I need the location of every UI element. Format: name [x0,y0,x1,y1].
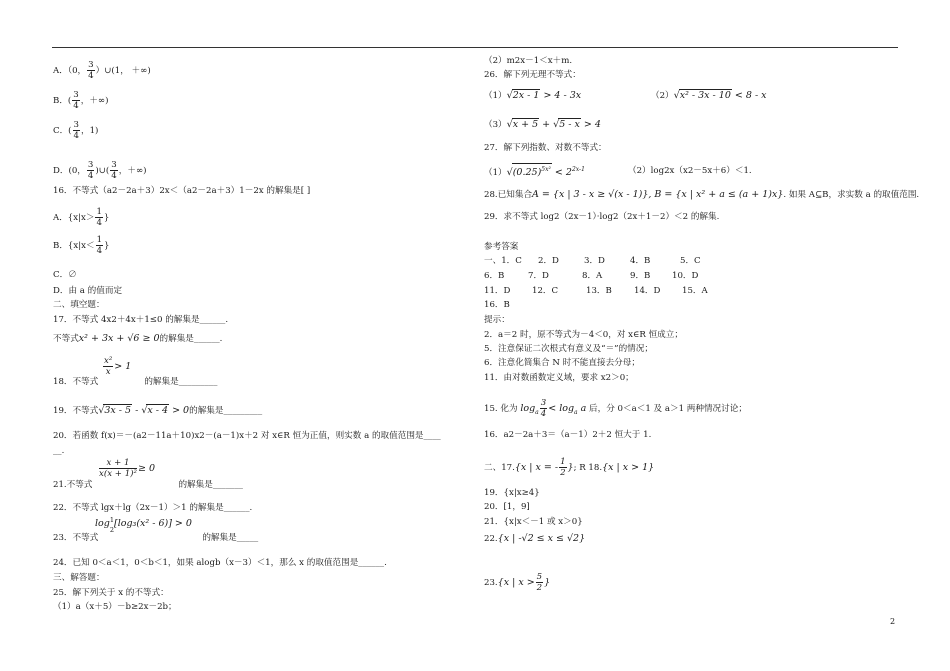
q16-option-a [53,207,109,228]
part-label: （3） [484,120,507,130]
fraction [73,120,80,141]
numerator: 3 [540,398,547,408]
numerator: 5 [536,572,543,582]
page-number: 2 [890,617,896,626]
numerator: x + 1 [99,458,137,469]
answer-23 [484,572,550,593]
header-rule [52,47,898,48]
question-17: 17．不等式 4x2＋4x＋1≤0 的解集是______. [53,315,229,325]
answer-item: 7．D [528,271,549,281]
q26-part-2 [651,89,767,102]
q23-prefix: 23．不等式 [53,533,99,543]
q18-suffix: 的解集是_________ [144,377,218,387]
exponent: 2x-1 [571,166,585,173]
option-b [53,90,108,111]
operator: + [539,119,554,130]
q26-part-1 [484,89,581,102]
answer-item: 13．B [586,286,612,296]
denominator: 4 [73,131,79,141]
numerator: x² [104,356,113,366]
answer-item: 11．D [484,286,511,296]
question-16: 16．不等式（a2－2a＋3）2x＜（a2－2a＋3）1－2x 的解集是[ ] [53,186,311,196]
question-25-part-2: （2）m2x－1＜x＋m. [484,56,573,66]
radicand: 5 - x [559,119,580,130]
question-27: 27．解下列指数、对数不等式： [484,143,607,153]
numerator: 3 [73,120,79,130]
q16-option-b-prefix: B．{x|x＜ [53,241,95,251]
question-24: 24．已知 0＜a＜1，0＜b＜1，如果 alogb（x－3）＜1，那么 x 的取值范围是______. [53,558,387,568]
q28-formula: A = {x | 3 - x ≥ √(x - 1)}, B = {x | x² + a ≤ (a + 1)x} [532,189,784,200]
answer-item: 2．D [538,256,559,266]
q23-suffix: 的解集是_____ [202,533,259,543]
question-25: 25．解下列关于 x 的不等式： [53,588,169,598]
a17-prefix: 二、17. [484,463,515,473]
hint-2: 2．a＝2 时，原不等式为－4＜0，对 x∈R 恒成立； [484,330,683,340]
q28-suffix: . 如果 A⊆B，求实数 a 的取值范围. [783,190,920,200]
q27-part-1 [484,163,585,179]
question-17b [53,333,222,345]
hint-11: 11．由对数函数定义域，要求 x2＞0； [484,373,634,383]
fraction [103,356,113,377]
hint-label: 提示： [484,315,510,325]
answer-row [484,286,708,297]
answer-item: 3．D [584,256,605,266]
comparison: > 0 [169,405,190,416]
question-19 [53,404,262,417]
a23-prefix: 23. [484,578,498,588]
q16-option-a-prefix: A．{x|x＞ [53,213,95,223]
q21-formula [98,458,155,479]
radicand: (0.25) [512,167,542,179]
radicand: 3x - 5 [104,405,132,416]
denominator: 4 [73,101,79,111]
fraction [110,160,117,181]
answer-item: 9．B [630,271,651,281]
fraction [99,458,137,479]
option-c-prefix: C．( [53,126,72,136]
option-c-suffix: ，1) [81,126,99,136]
numerator: 1 [560,457,566,467]
set-notation: {x | x > [497,577,535,588]
answer-17-18 [484,457,654,478]
a18-formula: {x | x > 1} [602,462,655,473]
part-label: （1） [484,91,507,101]
q19-suffix: 的解集是_________ [189,406,263,416]
hint-15-prefix: 15. 化为 [484,404,518,414]
answer-item: 一、1．C [484,256,522,266]
comparison: < log [548,403,575,414]
q18-comparison: > 1 [114,361,132,372]
denominator: 4 [96,246,103,256]
question-26: 26．解下列无理不等式： [484,70,581,80]
set-close: } [567,462,574,473]
denominator: x(x + 1)² [99,469,137,479]
q16-option-d: D．由 a 的值而定 [53,286,123,296]
a22-formula: {x | -√2 ≤ x ≤ √2} [497,533,586,544]
option-b-suffix: ，＋∞) [80,96,109,106]
hint-15-formula [520,398,587,419]
answer-item: 4．B [630,256,651,266]
numerator: 1 [96,235,103,245]
log-base-numerator: 1 [109,516,114,524]
q26-1-formula: √2x - 1 > 4 - 3x [506,90,582,101]
section-solve: 三、解答题： [53,573,105,583]
answer-16: 16．B [484,300,510,310]
log-argument: a [577,403,587,414]
q27-part-2: （2）log2x（x2－5x＋6）＜1. [628,166,752,176]
a22-prefix: 22. [484,534,498,544]
option-a [53,60,151,81]
q18-formula [102,356,131,377]
log-base: a [574,408,578,416]
q21-comparison: ≥ 0 [137,463,156,474]
answers-title: 参考答案 [484,242,519,252]
log-base-denominator: 2 [109,526,114,534]
q17b-formula: x² + 3x + √6 ≥ 0 [78,333,160,344]
q21-prefix: 21.不等式 [53,480,93,490]
fraction [72,90,79,111]
denominator: 2 [536,583,543,593]
fraction [95,207,102,228]
question-18 [53,377,217,388]
set-notation: {x | x = - [514,462,559,473]
option-c [53,120,98,141]
numerator: 1 [96,207,102,217]
answer-item: 10．D [672,271,699,281]
answer-item: 8．A [582,271,603,281]
denominator: x [105,367,111,377]
hint-5: 5．注意保证二次根式有意义及“＝”的情况； [484,344,653,354]
q18-prefix: 18．不等式 [53,377,99,387]
answer-item: 12．C [532,286,559,296]
fraction [536,572,543,593]
answer-row [484,271,698,282]
q23-formula [95,517,192,534]
denominator: 4 [540,409,547,419]
option-b-prefix: B．( [53,96,72,106]
option-d-middle: )∪( [95,166,110,176]
numerator: 3 [73,90,79,100]
log-symbol: log [520,403,536,414]
q26-3-formula: √x + 5 + √5 - x > 4 [506,119,601,130]
question-23 [53,533,258,544]
answer-item: 6．B [484,271,505,281]
question-22: 22．不等式 lgx＋lg（2x－1）＞1 的解集是______. [53,503,253,513]
answer-item: 14．D [634,286,661,296]
a23-formula [497,572,551,593]
numerator: 3 [87,160,94,170]
q17b-suffix: 的解集是______. [159,334,223,344]
radicand: x - 4 [147,405,169,416]
answer-22 [484,533,585,545]
option-d-suffix: ，＋∞) [118,166,147,176]
set-close: } [544,577,551,588]
q26-part-3 [484,118,601,131]
denominator: 4 [111,171,117,181]
denominator: 2 [560,468,566,478]
option-a-suffix: ）∪(1， ＋∞) [95,66,151,76]
section-fill-in: 二、填空题： [53,300,105,310]
hint-16: 16．a2－2a＋3＝（a－1）2＋2 恒大于 1. [484,430,652,440]
fraction [87,60,94,81]
q28-prefix: 28.已知集合 [484,190,533,200]
log-base: a [535,408,539,416]
a18-prefix: ; R 18. [573,463,603,473]
q19-prefix: 19．不等式 [53,406,99,416]
numerator: 3 [111,160,117,170]
fraction [540,398,547,419]
radicand: x² - 3x - 10 [679,90,731,101]
radicand: x + 5 [512,119,539,130]
question-25-part-1: （1）a（x＋5）－b≥2x－2b； [53,602,177,612]
q16-option-a-suffix: } [103,213,110,223]
answer-20: 20．[1，9] [484,502,530,512]
option-d [53,160,146,181]
question-29: 29．求不等式 log2（2x－1）·log2（2x＋1－2）＜2 的解集. [484,212,720,222]
part-label: （2） [651,91,674,101]
log-argument: [log₃(x² - 6)] > 0 [113,518,192,529]
denominator: 4 [96,218,102,228]
answer-item: 15．A [682,286,708,296]
question-28 [484,189,919,201]
answer-19: 19．{x|x≥4} [484,488,540,498]
q16-option-b [53,235,110,256]
comparison: > 4 - 3x [540,90,582,101]
fraction [559,457,566,478]
numerator: 3 [88,60,94,70]
q21-suffix: 的解集是_______ [178,480,243,490]
answer-item: 5．C [680,256,701,266]
part-label: （1） [484,168,507,179]
radicand: 2x - 1 [512,90,540,101]
option-a-prefix: A．（0， [53,66,87,76]
q17b-prefix: 不等式 [53,334,79,344]
comparison: < 8 - x [731,90,767,101]
fraction [87,160,94,181]
answer-21: 21．{x|x＜－1 或 x＞0} [484,517,583,527]
operator: - [132,405,142,416]
question-20-cont: __. [53,446,65,456]
denominator: 4 [87,171,94,181]
a17-formula [514,457,574,478]
q19-formula: √3x - 5 - √x - 4 > 0 [98,405,190,416]
comparison: > 4 [580,119,601,130]
q27-1-formula: $√(0.25)^{5x^2} < 2^{2x-1}$ [507,167,585,178]
question-20: 20．若函数 f(x)＝－(a2－11a＋10)x2－(a－1)x＋2 对 x∈R 恒为正值，则实数 a 的取值范围是____ [53,431,441,441]
hint-6: 6．注意化简集合 N 时不能直接去分母； [484,358,640,368]
option-d-prefix: D．(0， [53,166,86,176]
q26-2-formula: √x² - 3x - 10 < 8 - x [673,90,767,101]
hint-15 [484,398,747,419]
log-symbol: log [95,518,110,529]
denominator: 4 [88,71,94,81]
exponent: 5x² [541,166,551,173]
fraction [96,235,103,256]
q16-option-c: C．∅ [53,270,77,280]
hint-15-suffix: 后，分 0＜a＜1 及 a＞1 两种情况讨论； [589,404,747,414]
q16-option-b-suffix: } [104,241,110,251]
answer-row [484,256,701,267]
comparison: < 2 [551,167,572,179]
question-21 [53,480,243,491]
